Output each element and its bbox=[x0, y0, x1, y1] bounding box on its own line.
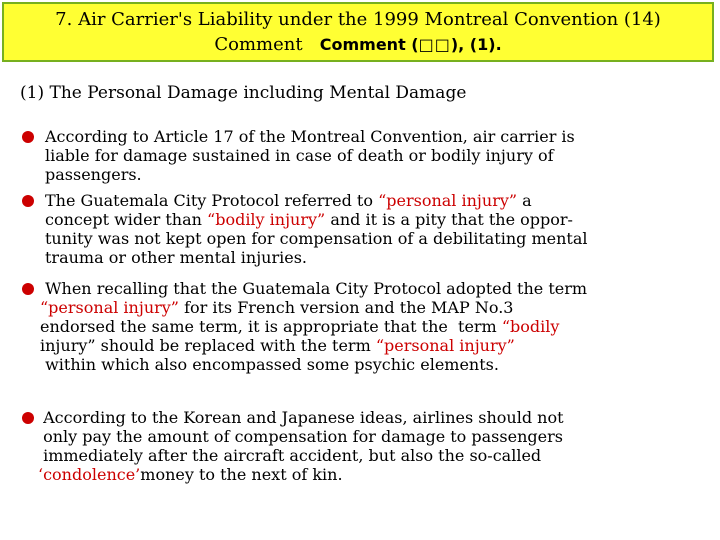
para1-line3: passengers. bbox=[45, 165, 142, 184]
subtitle-tail: ), (1). bbox=[450, 35, 502, 54]
subtitle-bold: Comment ( bbox=[319, 35, 419, 54]
section-heading: (1) The Personal Damage including Mental Damage bbox=[20, 83, 467, 103]
bullet-icon bbox=[22, 412, 34, 424]
para3-line4: injury” should be replaced with the term “personal injury” bbox=[40, 336, 515, 355]
paragraph-3 bbox=[40, 279, 587, 374]
bullet-icon bbox=[22, 283, 34, 295]
para3-line1: When recalling that the Guatemala City Protocol adopted the term bbox=[40, 279, 588, 298]
quoted-term: “bodily injury” bbox=[207, 210, 326, 229]
para2-line3: tunity was not kept open for compensation of a debilitating mental bbox=[45, 229, 588, 248]
quoted-term: “personal injury” bbox=[375, 336, 515, 355]
para2-line4: trauma or other mental injuries. bbox=[45, 248, 307, 267]
quoted-term: “personal injury” bbox=[378, 191, 518, 210]
para1-line2: liable for damage sustained in case of death or bodily injury of bbox=[45, 146, 554, 165]
paragraph-4 bbox=[38, 408, 564, 484]
para4-line2: only pay the amount of compensation for damage to passengers bbox=[38, 427, 563, 446]
paragraph-1 bbox=[45, 127, 575, 184]
para4-line3: immediately after the aircraft accident, but also the so-called bbox=[38, 446, 542, 465]
para2-line2: concept wider than “bodily injury” and it is a pity that the oppor- bbox=[45, 210, 573, 229]
para3-line3: endorsed the same term, it is appropriate that the term “bodily bbox=[40, 317, 560, 336]
slide-title: 7. Air Carrier's Liability under the 1999 Montreal Convention (14) bbox=[55, 9, 661, 30]
para3-line5: within which also encompassed some psychic elements. bbox=[40, 355, 499, 374]
slide-subtitle bbox=[4, 34, 712, 56]
subtitle-glyph-boxes: □□ bbox=[418, 35, 451, 54]
para3-line2: “personal injury” for its French version and the MAP No.3 bbox=[40, 298, 514, 317]
para4-line4: ‘condolence’money to the next of kin. bbox=[38, 465, 343, 484]
quoted-term: “bodily bbox=[501, 317, 560, 336]
slide-title-box bbox=[2, 2, 714, 62]
para4-line1: According to the Korean and Japanese ideas, airlines should not bbox=[38, 408, 564, 427]
subtitle-plain: Comment bbox=[214, 34, 303, 55]
para2-line1: The Guatemala City Protocol referred to “personal injury” a bbox=[45, 191, 532, 210]
para1-line1: According to Article 17 of the Montreal Convention, air carrier is bbox=[45, 127, 575, 146]
bullet-icon bbox=[22, 195, 34, 207]
quoted-term: “personal injury” bbox=[40, 298, 179, 317]
quoted-term: ‘condolence’ bbox=[38, 465, 141, 484]
paragraph-2 bbox=[45, 191, 588, 267]
bullet-icon bbox=[22, 131, 34, 143]
